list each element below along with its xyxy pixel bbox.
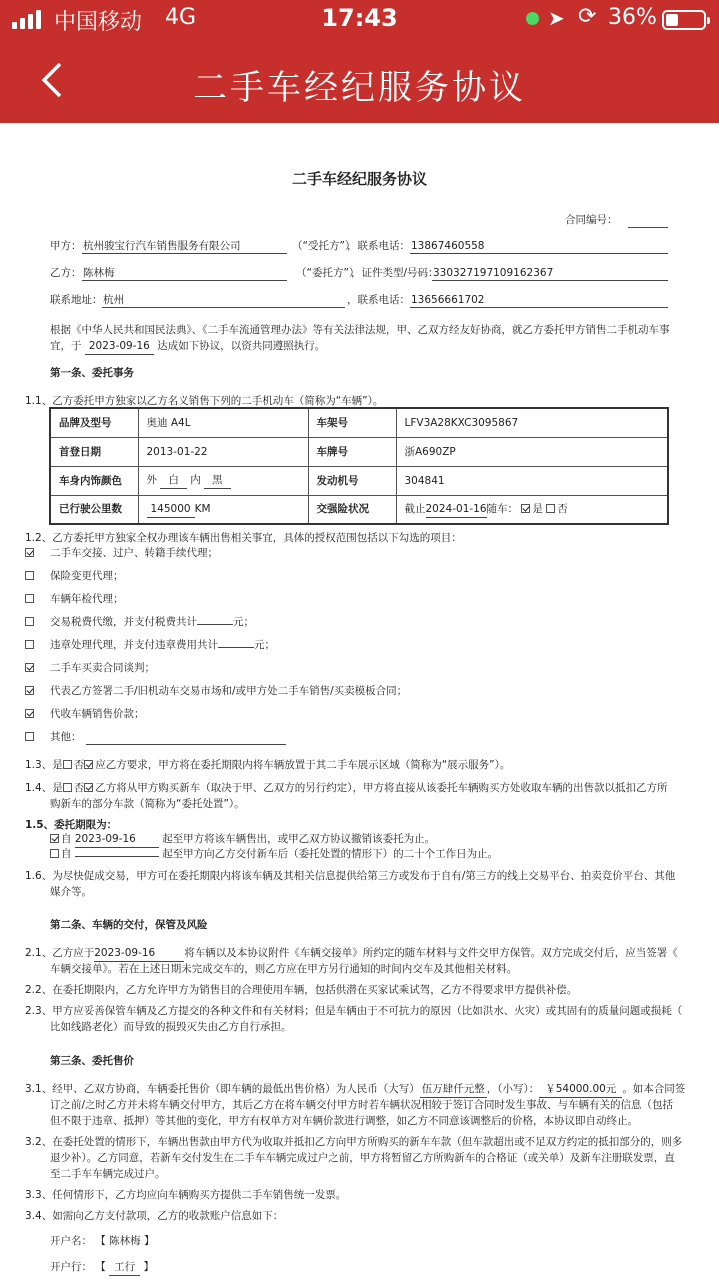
carrier-name: 中国移动 <box>54 10 143 35</box>
rotation-lock-icon: ⟳ <box>578 4 597 29</box>
term-start-date: 2023-09-16 <box>75 831 159 848</box>
term-option-2: 自 起至甲方向乙方交付新车后（委托处置的情形下）的二十个工作日为止。 <box>50 846 498 862</box>
clause-2-1: 2.1、乙方应于2023-09-16 将车辆以及本协议附件《车辆交接单》所约定的随车材料与文件交甲方保管。双方完成交付后，应当签署《 <box>25 945 678 962</box>
vehicle-info-table: 品牌及型号 奥迪 A4L 车架号 LFV3A28KXC3095867 首登日期 2013-01-22 车牌号 浙A690ZP 车身内饰颜色 外 白 内 黑 发动机号 304841 已行驶公里数 145000 KM 交强险状况 截止2024-01-16随车： 是 否 <box>49 407 669 525</box>
clause-1-5: 1.5、委托期限为： <box>25 819 118 831</box>
vehicle-reg-date: 2013-01-22 <box>138 437 308 466</box>
party-a-name: 杭州骏宝行汽车销售服务有限公司 <box>83 240 241 252</box>
clause-3-2: 3.2、在委托处置的情形下，车辆出售款由甲方代为收取并抵扣乙方向甲方所购买的新车车款（但车款超出或不足双方约定的抵扣部分的，则多 <box>25 1136 683 1148</box>
term-option-1-checkbox[interactable] <box>50 834 59 843</box>
intro-text: 根据《中华人民共和国民法典》、《二手车流通管理办法》等有关法律法规，甲、乙双方经友好协商，就乙方委托甲方销售二手机动车事 <box>50 324 670 336</box>
contract-no-label: 合同编号： <box>565 214 618 226</box>
account-bank-row: 开户行： 【 工行 】 <box>50 1259 154 1276</box>
battery-percent: 36% <box>608 5 657 30</box>
authority-item: 代表乙方签署二手/旧机动车交易市场和/或甲方处二手车销售/买卖模板合同； <box>50 685 408 697</box>
party-b-phone-label: ，联系电话： <box>347 294 410 306</box>
insurance-yes-checkbox[interactable] <box>521 504 530 513</box>
authority-item: 违章处理代理，并支付违章费用共计 元； <box>50 639 275 651</box>
clause-1-4: 1.4、是 否 乙方将从甲方购买新车（取决于甲、乙双方的另行约定），甲方将直接从该委托车辆购买方处收取车辆的出售款以抵扣乙方所 <box>25 782 668 794</box>
document-title: 二手车经纪服务协议 <box>291 170 427 188</box>
authority-item: 交易税费代缴，并支付税费共计 元； <box>50 616 254 628</box>
agreement-date: 2023-09-16 <box>85 338 154 355</box>
vehicle-vin: LFV3A28KXC3095867 <box>396 408 668 437</box>
trade-in-yes-checkbox[interactable] <box>63 783 72 792</box>
clock: 17:43 <box>321 4 398 32</box>
nav-title: 二手车经纪服务协议 <box>193 68 526 108</box>
address-label: 联系地址： <box>50 294 103 306</box>
party-a-phone-label: ，联系电话： <box>347 240 410 252</box>
authority-checkbox[interactable] <box>25 709 34 718</box>
term-option-1: 自 2023-09-16 起至甲方将该车辆售出，或甲乙双方协议撤销该委托为止。 <box>50 831 435 848</box>
party-b-phone: 13656661702 <box>411 294 485 306</box>
trade-in-no-checkbox[interactable] <box>84 783 93 792</box>
term-option-2-checkbox[interactable] <box>50 849 59 858</box>
network-type: 4G <box>165 5 197 30</box>
address-value: 杭州 <box>103 294 124 306</box>
party-b-role: （“委托方”） <box>296 267 360 279</box>
party-b-id-label: ，证件类型/号码： <box>351 267 439 279</box>
party-b-id: 330327197109162367 <box>433 267 554 279</box>
party-a-label: 甲方： <box>50 240 82 252</box>
authority-checkbox[interactable] <box>25 594 34 603</box>
authority-checkbox[interactable] <box>25 548 34 557</box>
vehicle-colors: 外 白 内 黑 <box>138 466 308 495</box>
battery-icon <box>662 10 706 30</box>
clause-3-4: 3.4、如需向乙方支付款项，乙方的收款账户信息如下： <box>25 1210 284 1222</box>
vehicle-engine-no: 304841 <box>396 466 668 495</box>
insurance-no-checkbox[interactable] <box>546 504 555 513</box>
authority-checkbox[interactable] <box>25 732 34 741</box>
vehicle-brand: 奥迪 A4L <box>138 408 308 437</box>
authority-checkbox[interactable] <box>25 617 34 626</box>
authority-checkbox[interactable] <box>25 640 34 649</box>
price-number: ￥54000.00元 <box>539 1081 622 1098</box>
account-name-row: 开户名： 【 陈林梅 】 <box>50 1235 155 1247</box>
authority-item: 其他： <box>50 731 82 743</box>
contract-document[interactable]: 二手车经纪服务协议 合同编号： 甲方： 杭州骏宝行汽车销售服务有限公司 （“受托方”） ，联系电话： 13867460558 乙方： 陈林梅 （“委托方”） ，证件类型/号码： 330327197109162367 联系地址： 杭州 ，联系电话： 13656661702 根据《中华人民共和国民法典》、《二手车流通管理办法》等有关法律法规，甲、乙双方经友好协商，就乙方委托甲方销售二手机动车事 宜，于 2023-09-16 达成如下协议，以资共同遵照执行。 第一条、委托事务 1.1、乙方委托甲方独家以乙方名义销售下列的二手机动车（简称为“车辆”）。 品牌及型号 奥迪 A4L 车架号 LFV3A28KXC3095867 首登日期 2013-01-22 车牌号 浙A690ZP 车身内饰颜色 外 白 内 黑 发动机号 304841 已行驶公里数 145000 KM 交强险状况 截止2024-01-16随车： 是 否 1.2、乙方委托甲方独家全权办理该车辆出售相关事宜，具体的授权范围包括以下勾选的项目： 二手车交接、过户、转籍手续代理； 保险变更代理； 车辆年检代理； 交易税费代缴，并支付税费共计 元； 违章处理代理，并支付违章费用共计 元； 二手车买卖合同谈判； 代表乙方签署二手/旧机动车交易市场和/或甲方处二手车销售/买卖模板合同； 代收车辆销售价款； 其他： 1.3、是 否 应乙方要求，甲方将在委托期限内将车辆放置于其二手车展示区域（简称为“展示服务”）。 1.4、是 否 乙方将从甲方购买新车（取决于甲、乙双方的另行约定），甲方将直接从该委托车辆购买方处收取车辆的出售款以抵扣乙方所 购新车的部分车款（简称为“委托处置”）。 1.5、委托期限为： 自 2023-09-16 起至甲方将该车辆售出，或甲乙双方协议撤销该委托为止。 自 起至甲方向乙方交付新车后（委托处置的情形下）的二十个工作日为止。 1.6、为尽快促成交易，甲方可在委托期限内将该车辆及其相关信息提供给第三方或发布于自有/第三方的线上交易平台、拍卖竞价平台、其他 媒介等。 第二条、车辆的交付，保管及风险 2.1、乙方应于2023-09-16 将车辆以及本协议附件《车辆交接单》所约定的随车材料与文件交甲方保管。双方完成交付后，应当签署《 车辆交接单》。若在上述日期未完成交车的，则乙方应在甲方另行通知的时间内交车及其他相关材料。 2.2、在委托期限内，乙方允许甲方为销售目的合理使用车辆，包括供潜在买家试乘试驾，乙方不得要求甲方提供补偿。 2.3、甲方应妥善保管车辆及乙方提交的各种文件和有关材料；但是车辆由于不可抗力的原因（比如洪水、火灾）或其固有的质量问题或损耗（ 比如线路老化）而导致的损毁灭失由乙方自行承担。 第三条、委托售价 3.1、经甲、乙双方协商，车辆委托售价（即车辆的最低出售价格）为人民币（大写） 伍万肆仟元整 ，（小写）： ￥54000.00元 。如本合同签 订之前/之时乙方并未将车辆交付甲方，其后乙方在将车辆交付甲方时若车辆状况相较于签订合同时发生事故、与车辆有关的信息（包括 但不限于违章、抵押）等其他的变化，甲方有权单方对车辆价款进行调整，如乙方不同意该调整后的价格，本协议即自动终止。 3.2、在委托处置的情形下，车辆出售款由甲方代为收取并抵扣乙方向甲方所购买的新车车款（但车款超出或不足双方约定的抵扣部分的，则多 退少补）。乙方同意，若新车交付发生在二手车车辆完成过户之前，甲方将暂留乙方所购新车的合格证（或关单）及新车注册联发票，直 至二手车车辆完成过户。 3.3、任何情形下，乙方均应向车辆购买方提供二手车销售统一发票。 3.4、如需向乙方支付款项，乙方的收款账户信息如下： 开户名： 【 陈林梅 】 开户行： 【 工行 】 <box>0 123 719 1280</box>
authority-checkbox[interactable] <box>25 571 34 580</box>
party-a-role: （“受托方”） <box>292 240 356 252</box>
clause-1-3: 1.3、是 否 应乙方要求，甲方将在委托期限内将车辆放置于其二手车展示区域（简称为“展示服务”）。 <box>25 759 511 771</box>
app-header <box>0 0 719 123</box>
vehicle-plate: 浙A690ZP <box>396 437 668 466</box>
authority-checkbox[interactable] <box>25 686 34 695</box>
authority-item: 保险变更代理； <box>50 570 124 582</box>
clause-1-6: 1.6、为尽快促成交易，甲方可在委托期限内将该车辆及其相关信息提供给第三方或发布于自有/第三方的线上交易平台、拍卖竞价平台、其他 <box>25 870 676 882</box>
clause-2-3: 2.3、甲方应妥善保管车辆及乙方提交的各种文件和有关材料；但是车辆由于不可抗力的原因（比如洪水、火灾）或其固有的质量问题或损耗（ <box>25 1005 683 1017</box>
authority-item: 车辆年检代理； <box>50 593 124 605</box>
article-3-heading: 第三条、委托售价 <box>50 1055 134 1067</box>
account-name: 【 陈林梅 】 <box>95 1235 155 1247</box>
clause-1-2: 1.2、乙方委托甲方独家全权办理该车辆出售相关事宜，具体的授权范围包括以下勾选的项目： <box>25 532 462 544</box>
authority-checkbox[interactable] <box>25 663 34 672</box>
authority-item: 代收车辆销售价款； <box>50 708 145 720</box>
other-field <box>86 729 286 745</box>
display-yes-checkbox[interactable] <box>63 760 72 769</box>
insurance-status: 截止2024-01-16随车： 是 否 <box>396 495 668 524</box>
location-icon: ➤ <box>548 6 565 30</box>
vehicle-mileage: 145000 KM <box>138 495 308 524</box>
party-b-label: 乙方： <box>50 267 82 279</box>
clause-1-1: 1.1、乙方委托甲方独家以乙方名义销售下列的二手机动车（简称为“车辆”）。 <box>25 395 384 407</box>
authority-item: 二手车买卖合同谈判； <box>50 662 155 674</box>
clause-3-3: 3.3、任何情形下，乙方均应向车辆购买方提供二手车销售统一发票。 <box>25 1189 347 1201</box>
article-1-heading: 第一条、委托事务 <box>50 367 134 379</box>
display-no-checkbox[interactable] <box>84 760 93 769</box>
party-b-name: 陈林梅 <box>83 267 115 279</box>
clause-2-2: 2.2、在委托期限内，乙方允许甲方为销售目的合理使用车辆，包括供潜在买家试乘试驾，乙方不得要求甲方提供补偿。 <box>25 984 578 996</box>
account-bank: 工行 <box>109 1259 140 1276</box>
price-chinese: 伍万肆仟元整 <box>420 1081 487 1098</box>
clause-3-1: 3.1、经甲、乙双方协商，车辆委托售价（即车辆的最低出售价格）为人民币（大写） 伍万肆仟元整 ，（小写）： ￥54000.00元 。如本合同签 <box>25 1081 685 1098</box>
status-bar <box>0 0 719 40</box>
active-call-dot <box>526 12 539 25</box>
authority-item: 二手车交接、过户、转籍手续代理； <box>50 547 218 559</box>
handover-date: 2023-09-16 <box>94 945 184 962</box>
article-2-heading: 第二条、车辆的交付，保管及风险 <box>50 919 208 931</box>
party-a-phone: 13867460558 <box>411 240 485 252</box>
contract-no-field <box>628 212 668 228</box>
